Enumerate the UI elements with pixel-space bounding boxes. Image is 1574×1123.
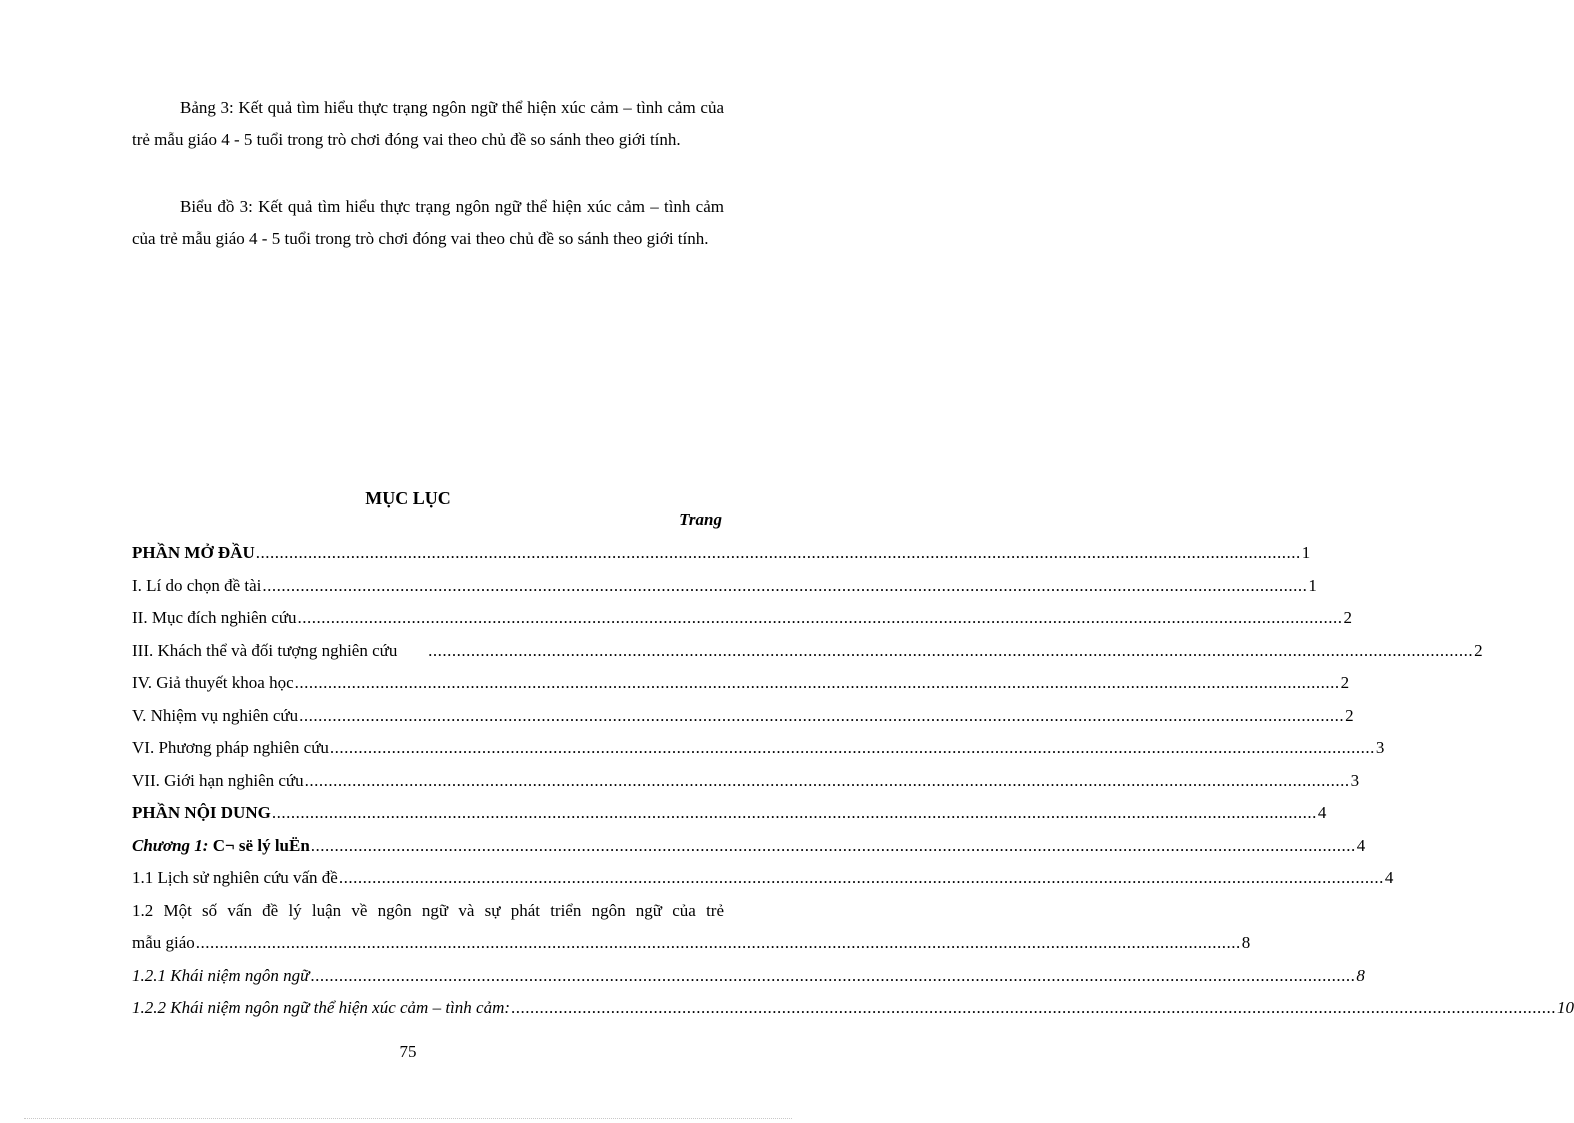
toc-entry xyxy=(132,537,1311,570)
toc-entry-page: 2 xyxy=(1474,640,1483,660)
chart-3-caption: Biểu đồ 3: Kết quả tìm hiểu thực trạng ngôn ngữ thể hiện xúc cảm – tình cảm của trẻ mẫu giáo 4 - 5 tuổi trong trò chơi đóng vai theo chủ đề so sánh theo giới tính. xyxy=(132,197,724,248)
page-number: 75 xyxy=(399,1042,417,1061)
toc-entry xyxy=(132,960,1365,993)
toc-entry xyxy=(132,862,1394,895)
toc-entry-label: III. Khách thể và đối tượng nghiên cứu xyxy=(132,640,428,660)
toc-entry xyxy=(132,667,1350,700)
toc-chapter-prefix: Chương 1: xyxy=(132,835,209,855)
toc-chapter-title: C¬ së lý luËn xyxy=(208,835,310,855)
toc-entry-label: 1.2.2 Khái niệm ngôn ngữ thể hiện xúc cảm – tình cảm: xyxy=(132,998,511,1017)
toc-leader-dots: ............................................................................................................................................................................................................................ xyxy=(195,932,1241,952)
toc-leader-dots: ............................................................................................................................................................................................................................ xyxy=(304,770,1350,790)
toc-entry-page: 8 xyxy=(1356,965,1365,985)
toc-leader-dots: ............................................................................................................................................................................................................................ xyxy=(329,738,1375,757)
toc-entry xyxy=(132,992,1574,1025)
toc-leader-dots: ............................................................................................................................................................................................................................ xyxy=(310,965,1356,985)
toc-leader-dots: ............................................................................................................................................................................................................................ xyxy=(294,673,1340,692)
toc-entry-label: 1.2.1 Khái niệm ngôn ngữ xyxy=(132,965,310,985)
toc-entry-label-continued: mẫu giáo xyxy=(132,932,195,952)
toc-entry-page: 2 xyxy=(1343,608,1353,627)
toc-entry xyxy=(132,830,1366,863)
toc-entry-page: 8 xyxy=(1241,932,1251,952)
toc-entry-label: PHẦN NỘI DUNG xyxy=(132,803,271,822)
toc-entry xyxy=(132,635,1483,668)
toc-leader-dots: ............................................................................................................................................................................................................................ xyxy=(511,998,1557,1017)
table-3-caption: Bảng 3: Kết quả tìm hiểu thực trạng ngôn ngữ thể hiện xúc cảm – tình cảm của trẻ mẫu giáo 4 - 5 tuổi trong trò chơi đóng vai theo chủ đề so sánh theo giới tính. xyxy=(132,98,724,149)
toc-entry-page: 2 xyxy=(1345,705,1354,725)
toc-entry-page: 2 xyxy=(1340,673,1350,692)
toc-entry xyxy=(132,895,1251,960)
toc-leader-dots: ............................................................................................................................................................................................................................ xyxy=(297,608,1343,627)
toc-entry-page: 4 xyxy=(1356,835,1366,855)
toc-entry xyxy=(132,700,1354,733)
toc-entry-label: II. Mục đích nghiên cứu xyxy=(132,608,297,627)
toc-page-column-header: Trang xyxy=(679,510,722,529)
toc-entry xyxy=(132,570,1317,603)
toc-leader-dots: ............................................................................................................................................................................................................................ xyxy=(338,868,1384,887)
toc-leader-dots: ............................................................................................................................................................................................................................ xyxy=(310,835,1356,855)
toc-entry-label: VII. Giới hạn nghiên cứu xyxy=(132,770,304,790)
toc-entry-page: 4 xyxy=(1317,803,1327,822)
toc-entry-page: 10 xyxy=(1557,998,1574,1017)
toc-entry-label xyxy=(132,830,310,862)
toc-entry-page: 3 xyxy=(1350,770,1360,790)
table-of-contents xyxy=(132,537,1574,1025)
toc-entry-continuation xyxy=(132,927,1251,960)
toc-entry-page: 1 xyxy=(1301,543,1311,562)
toc-leader-dots: ............................................................................................................................................................................................................................ xyxy=(255,543,1301,562)
toc-entry-label: 1.2 Một số vấn đề lý luận về ngôn ngữ và sự phát triển ngôn ngữ của trẻ xyxy=(132,900,724,920)
footer-divider xyxy=(24,1118,792,1119)
toc-leader-dots: ............................................................................................................................................................................................................................ xyxy=(299,705,1345,725)
toc-entry-label: PHẦN MỞ ĐẦU xyxy=(132,543,255,562)
toc-entry xyxy=(132,732,1385,765)
toc-entry-page: 1 xyxy=(1308,575,1317,595)
toc-entry-label: 1.1 Lịch sử nghiên cứu vấn đề xyxy=(132,868,338,887)
toc-entry xyxy=(132,797,1327,830)
toc-title: MỤC LỤC xyxy=(365,488,451,508)
toc-entry-label: I. Lí do chọn đề tài xyxy=(132,575,262,595)
toc-entry xyxy=(132,765,1360,798)
toc-entry-page: 3 xyxy=(1375,738,1385,757)
toc-entry xyxy=(132,602,1353,635)
toc-entry-label: VI. Phương pháp nghiên cứu xyxy=(132,738,329,757)
toc-leader-dots: ............................................................................................................................................................................................................................ xyxy=(428,640,1474,660)
toc-entry-label: IV. Giả thuyết khoa học xyxy=(132,673,294,692)
toc-entry-page: 4 xyxy=(1384,868,1394,887)
toc-leader-dots: ............................................................................................................................................................................................................................ xyxy=(271,803,1317,822)
toc-leader-dots: ............................................................................................................................................................................................................................ xyxy=(262,575,1308,595)
toc-entry-label: V. Nhiệm vụ nghiên cứu xyxy=(132,705,299,725)
